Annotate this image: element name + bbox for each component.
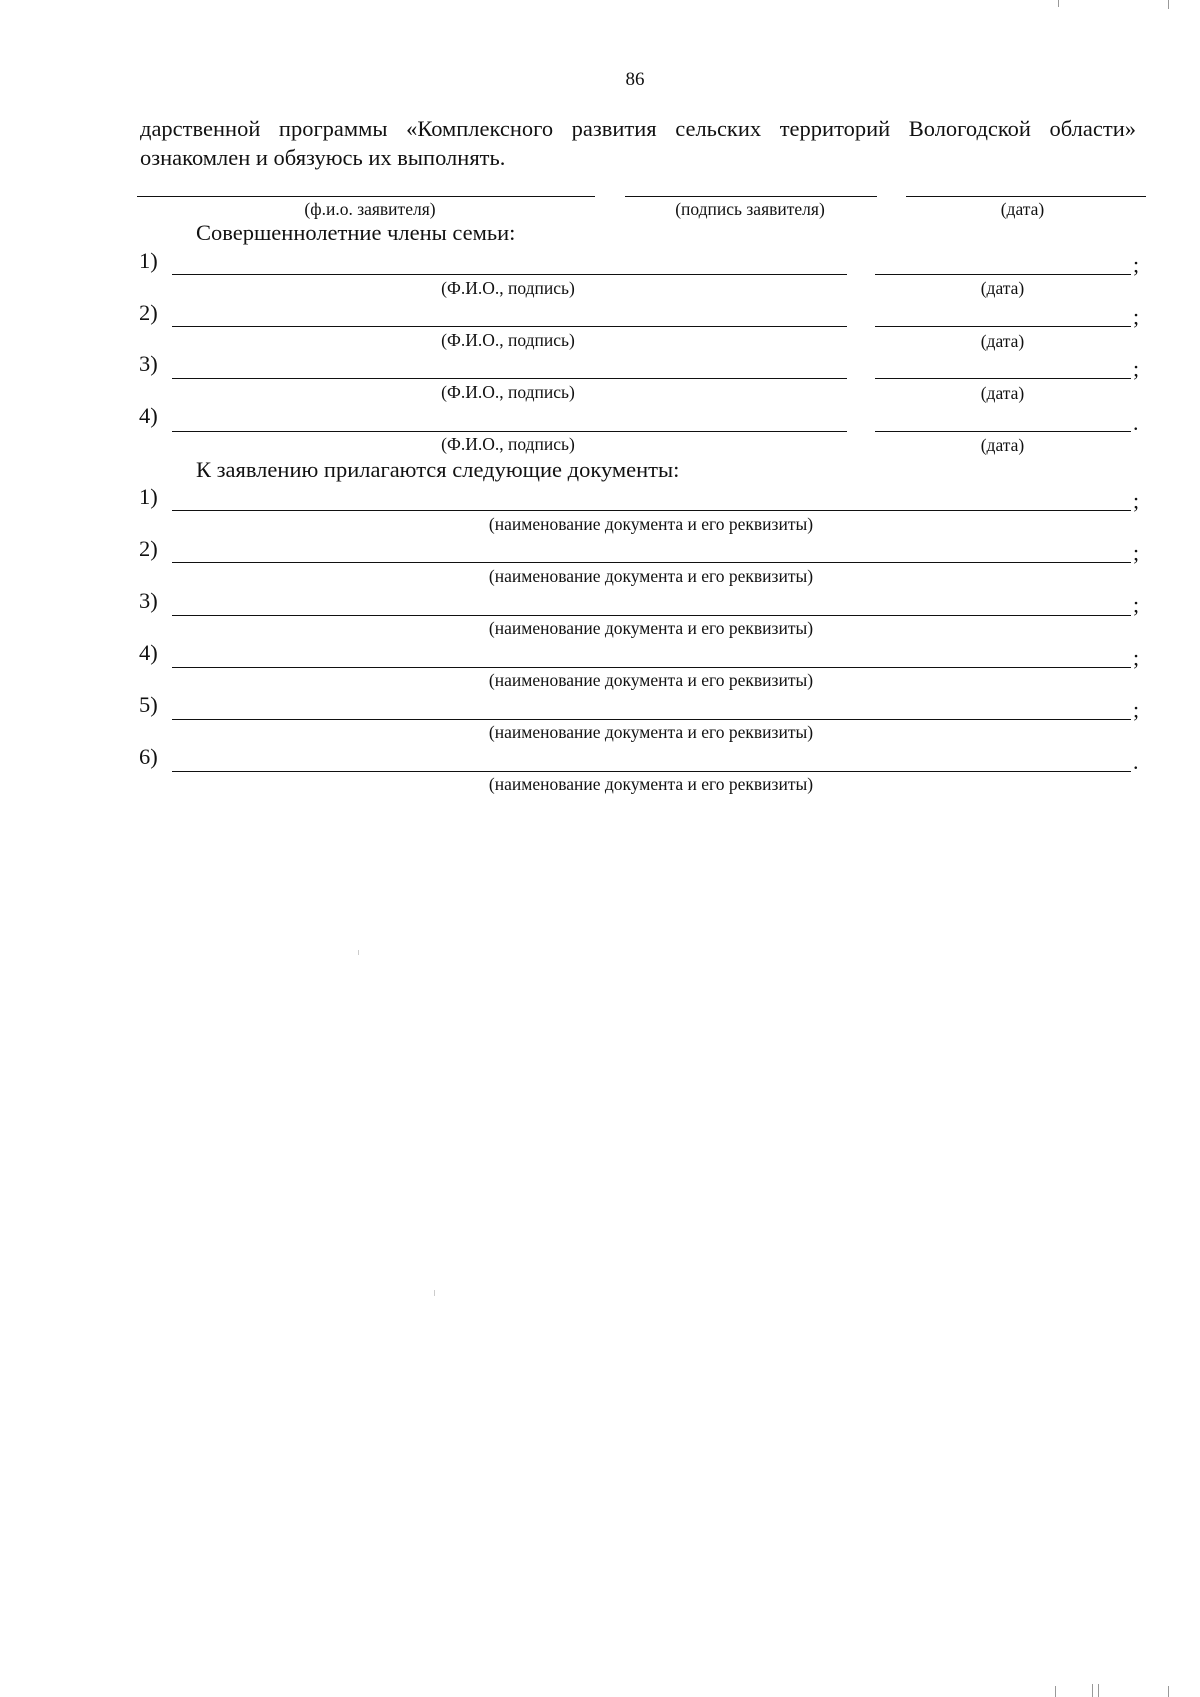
family-date-line[interactable] xyxy=(875,326,1131,327)
scan-speck xyxy=(1092,1684,1093,1697)
document-row-number: 3) xyxy=(139,588,158,613)
applicant-date-line[interactable] xyxy=(906,196,1146,197)
family-name-line[interactable] xyxy=(172,378,847,379)
document-line[interactable] xyxy=(172,719,1131,720)
family-date-caption: (дата) xyxy=(980,383,1025,403)
document-row-number: 5) xyxy=(139,692,158,717)
family-row-number: 3) xyxy=(139,351,158,376)
family-name-caption: (Ф.И.О., подпись) xyxy=(441,382,575,402)
family-name-caption: (Ф.И.О., подпись) xyxy=(441,330,575,350)
scan-speck xyxy=(1168,1686,1169,1697)
family-row-end: . xyxy=(1133,410,1139,435)
document-line[interactable] xyxy=(172,615,1131,616)
family-row-number: 2) xyxy=(139,300,158,325)
document-row-number: 2) xyxy=(139,536,158,561)
scan-speck xyxy=(434,1290,435,1296)
document-row-end: ; xyxy=(1133,697,1140,722)
family-date-line[interactable] xyxy=(875,431,1131,432)
family-row-number: 1) xyxy=(139,248,158,273)
document-line[interactable] xyxy=(172,562,1131,563)
document-row-number: 1) xyxy=(139,484,158,509)
applicant-name-line[interactable] xyxy=(137,196,595,197)
family-row-end: ; xyxy=(1133,304,1140,329)
applicant-signature-caption: (подпись заявителя) xyxy=(675,199,825,219)
applicant-name-caption: (ф.и.о. заявителя) xyxy=(304,199,436,219)
documents-heading: К заявлению прилагаются следующие документы: xyxy=(196,457,680,482)
document-caption: (наименование документа и его реквизиты) xyxy=(488,566,814,586)
scan-speck xyxy=(1058,0,1059,7)
document-caption: (наименование документа и его реквизиты) xyxy=(488,514,814,534)
family-name-line[interactable] xyxy=(172,274,847,275)
applicant-signature-line[interactable] xyxy=(625,196,877,197)
document-row-end: ; xyxy=(1133,488,1140,513)
family-heading: Совершеннолетние члены семьи: xyxy=(196,220,516,245)
scan-speck xyxy=(358,950,359,955)
family-name-line[interactable] xyxy=(172,431,847,432)
document-row-end: . xyxy=(1133,749,1139,774)
document-row-number: 4) xyxy=(139,640,158,665)
scan-speck xyxy=(1098,1684,1099,1697)
family-date-caption: (дата) xyxy=(980,278,1025,298)
document-caption: (наименование документа и его реквизиты) xyxy=(488,670,814,690)
family-date-line[interactable] xyxy=(875,274,1131,275)
intro-paragraph: дарственной программы «Комплексного развития сельских территорий Вологодской области» ознакомлен и обязуюсь их выполнять. xyxy=(140,116,1136,170)
document-row-number: 6) xyxy=(139,744,158,769)
family-row-end: ; xyxy=(1133,356,1140,381)
document-caption: (наименование документа и его реквизиты) xyxy=(488,618,814,638)
family-date-caption: (дата) xyxy=(980,435,1025,455)
document-row-end: ; xyxy=(1133,592,1140,617)
applicant-date-caption: (дата) xyxy=(1000,199,1045,219)
document-line[interactable] xyxy=(172,667,1131,668)
family-row-end: ; xyxy=(1133,252,1140,277)
family-name-caption: (Ф.И.О., подпись) xyxy=(441,434,575,454)
scan-speck xyxy=(1168,0,1169,9)
family-row-number: 4) xyxy=(139,403,158,428)
document-line[interactable] xyxy=(172,771,1131,772)
page-number: 86 xyxy=(625,69,645,90)
document-row-end: ; xyxy=(1133,540,1140,565)
scan-speck xyxy=(1055,1686,1056,1697)
family-date-line[interactable] xyxy=(875,378,1131,379)
document-caption: (наименование документа и его реквизиты) xyxy=(488,722,814,742)
family-name-line[interactable] xyxy=(172,326,847,327)
family-date-caption: (дата) xyxy=(980,331,1025,351)
document-caption: (наименование документа и его реквизиты) xyxy=(488,774,814,794)
document-line[interactable] xyxy=(172,510,1131,511)
document-row-end: ; xyxy=(1133,645,1140,670)
family-name-caption: (Ф.И.О., подпись) xyxy=(441,278,575,298)
